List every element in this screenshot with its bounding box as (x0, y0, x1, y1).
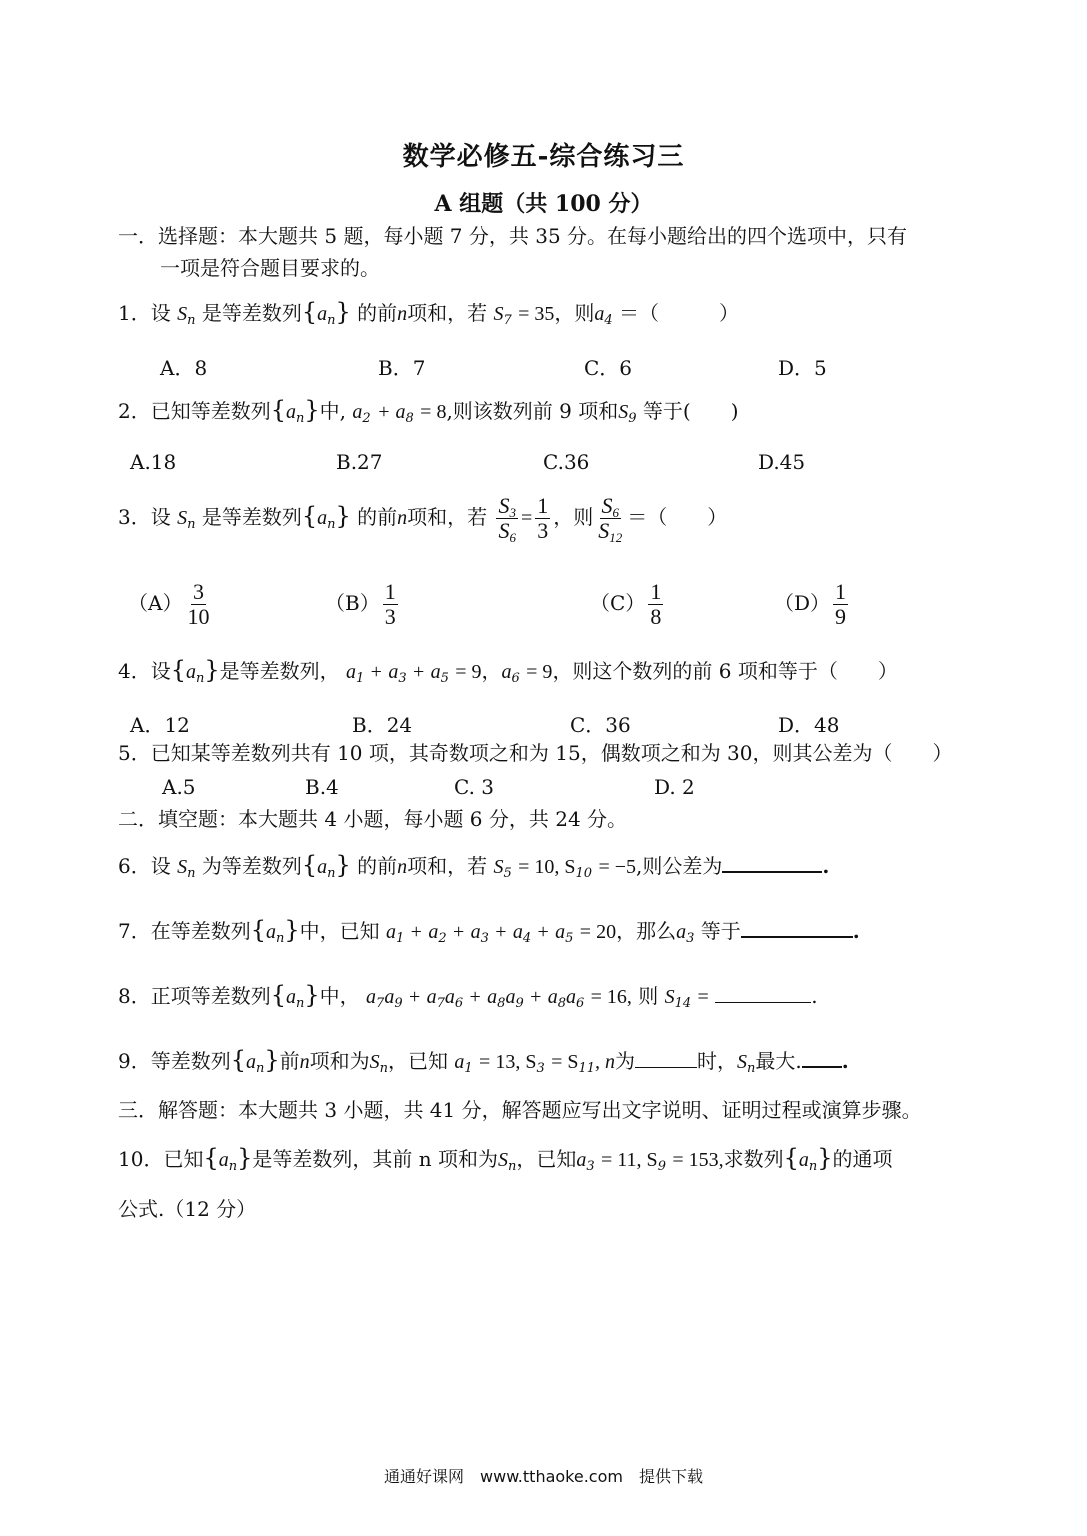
q3-option-d: （D） $\frac{1}{9}$ (774, 579, 847, 629)
q1-option-d: D．5 (778, 356, 827, 380)
q3-option-a: （A） $\frac{3}{10}$ (128, 579, 210, 629)
question-9: 9．等差数列$\{a_n\}$前n项和为$S_n$，已知 $a_1 = 13$, $S_3 = S_{11}$, n为 时，$S_n$最大. . (118, 1046, 849, 1076)
q5-option-c: C. 3 (454, 775, 495, 799)
question-4: 4．设$\{a_n\}$是等差数列， $a_1 + a_3 + a_5 = 9$，$a_6 = 9$，则这个数列的前 6 项和等于（ ） (118, 656, 898, 686)
q3-option-c: （C） $\frac{1}{8}$ (590, 579, 662, 629)
section-2-heading: 二．填空题：本大题共 4 小题，每小题 6 分，共 24 分。 (118, 807, 628, 831)
section-1-heading: 一．选择题：本大题共 5 题，每小题 7 分，共 35 分。在每小题给出的四个选项中，只有 (118, 224, 908, 248)
question-1: 1．设 $S_n$ 是等差数列$\{a_n\}$ 的前n项和，若 $S_7 = 35$，则$a_4$ ＝（ ） (118, 298, 740, 328)
page-title: 数学必修五-综合练习三 (402, 142, 685, 172)
q1-option-c: C．6 (584, 356, 633, 380)
q2-option-a: A.18 (130, 450, 177, 474)
section-1-heading-cont: 一项是符合题目要求的。 (160, 256, 380, 280)
q8-answer-blank (715, 998, 811, 1003)
q4-option-d: D．48 (778, 713, 840, 737)
q2-option-b: B.27 (336, 450, 383, 474)
q1-option-a: A．8 (160, 356, 208, 380)
question-10-cont: 公式.（12 分） (118, 1197, 257, 1221)
q7-answer-blank (741, 932, 853, 938)
group-heading: A 组题（共 100 分） (434, 191, 653, 217)
q4-option-b: B．24 (352, 713, 413, 737)
q9-answer-blank-1 (635, 1063, 697, 1068)
question-2: 2．已知等差数列$\{a_n\}$中, $a_2 + a_8 = 8$,则该数列前 9 项和$S_9$ 等于( ) (118, 396, 739, 426)
q2-option-c: C.36 (543, 450, 590, 474)
q6-answer-blank (722, 867, 822, 873)
q5-option-d: D. 2 (654, 775, 695, 799)
section-3-heading: 三．解答题：本大题共 3 小题，共 41 分，解答题应写出文字说明、证明过程或演算步骤。 (118, 1098, 922, 1122)
q5-option-b: B.4 (305, 775, 339, 799)
q9-answer-blank-2 (802, 1062, 842, 1068)
question-8: 8．正项等差数列$\{a_n\}$中， $a_7a_9 + a_7a_6 + a_8a_9 + a_8a_6 = 16$, 则 $S_{14}$ = . (118, 981, 818, 1011)
question-7: 7．在等差数列$\{a_n\}$中，已知 $a_1 + a_2 + a_3 + a_4 + a_5 = 20$，那么$a_3$ 等于 . (118, 916, 860, 946)
q1-option-b: B．7 (378, 356, 426, 380)
question-5: 5．已知某等差数列共有 10 项，其奇数项之和为 15，偶数项之和为 30，则其公差为（ ） (118, 741, 953, 765)
q3-option-b: （B） $\frac{1}{3}$ (325, 579, 396, 629)
q4-option-a: A．12 (130, 713, 190, 737)
footer-credit: 通通好课网 www.tthaoke.com 提供下载 (384, 1467, 703, 1486)
q5-option-a: A.5 (162, 775, 196, 799)
question-6: 6．设 $S_n$ 为等差数列$\{a_n\}$ 的前n项和，若 $S_5 = 10$, $S_{10} = -5$,则公差为 . (118, 851, 830, 881)
question-3: 3．设 $S_n$ 是等差数列$\{a_n\}$ 的前n项和，若 $\frac{S_3}{S_6}$ = $\frac{1}{3}$ ，则 $\frac{S_6}{S_{12}}$ ＝（ ） (118, 493, 728, 545)
q2-option-d: D.45 (758, 450, 806, 474)
question-10: 10．已知$\{a_n\}$是等差数列，其前 n 项和为$S_n$，已知$a_3 = 11$, $S_9 = 153$,求数列$\{a_n\}$的通项 (118, 1144, 893, 1174)
q4-option-c: C．36 (570, 713, 631, 737)
